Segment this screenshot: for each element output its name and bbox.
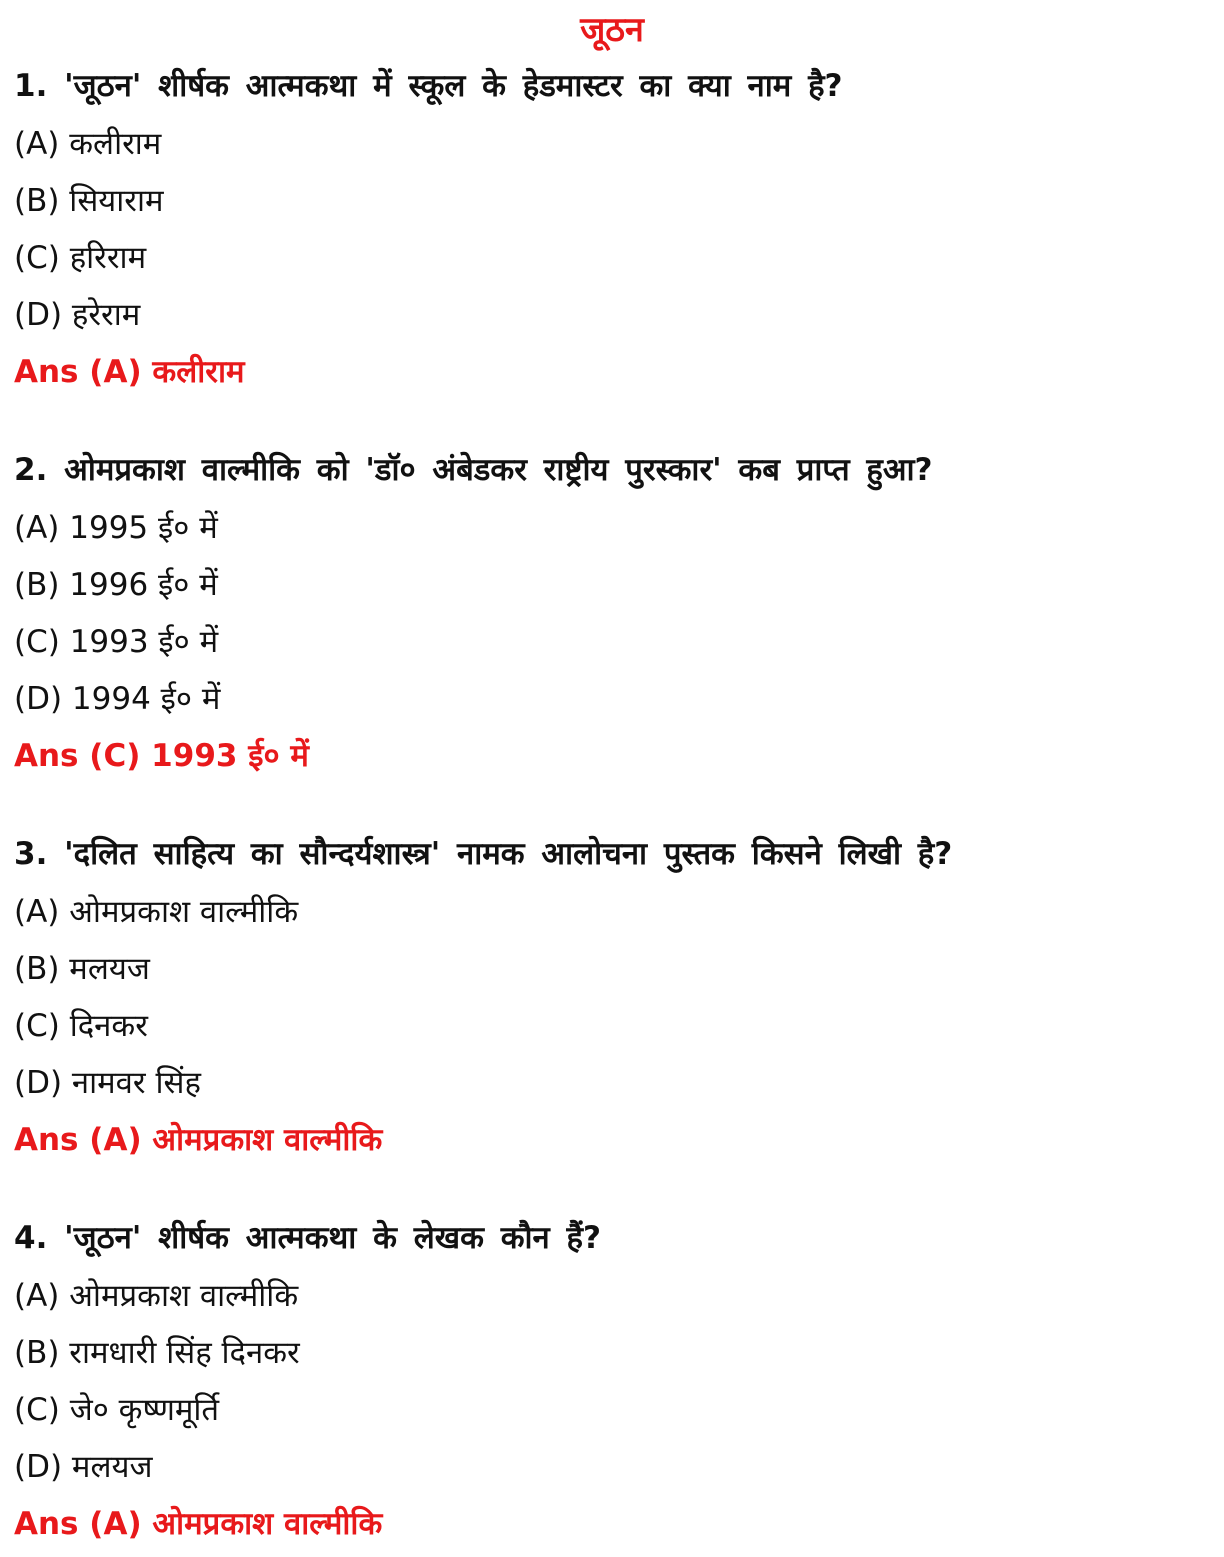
question-text: 1. 'जूठन' शीर्षक आत्मकथा में स्कूल के हेडमास्टर का क्या नाम है? xyxy=(14,68,843,104)
option-b: (B) 1996 ई० में xyxy=(14,567,218,603)
question-block-1 xyxy=(14,62,1214,405)
question-text: 2. ओमप्रकाश वाल्मीकि को 'डॉ० अंबेडकर राष्ट्रीय पुरस्कार' कब प्राप्त हुआ? xyxy=(14,452,933,488)
option-d: (D) 1994 ई० में xyxy=(14,681,221,717)
page-title: जूठन xyxy=(580,10,644,50)
question-block-4 xyxy=(14,1214,1214,1557)
question-text: 3. 'दलित साहित्य का सौन्दर्यशास्त्र' नामक आलोचना पुस्तक किसने लिखी है? xyxy=(14,836,953,872)
option-c: (C) 1993 ई० में xyxy=(14,624,219,660)
option-d: (D) मलयज xyxy=(14,1449,153,1485)
answer-text: Ans (A) ओमप्रकाश वाल्मीकि xyxy=(14,1122,383,1158)
option-a: (A) 1995 ई० में xyxy=(14,510,218,546)
answer-text: Ans (A) ओमप्रकाश वाल्मीकि xyxy=(14,1506,383,1542)
option-a: (A) ओमप्रकाश वाल्मीकि xyxy=(14,894,299,930)
question-block-2 xyxy=(14,446,1214,789)
answer-text: Ans (C) 1993 ई० में xyxy=(14,738,309,774)
question-block-3 xyxy=(14,830,1214,1173)
option-d: (D) हरेराम xyxy=(14,297,141,333)
option-c: (C) जे० कृष्णमूर्ति xyxy=(14,1392,220,1428)
question-text: 4. 'जूठन' शीर्षक आत्मकथा के लेखक कौन हैं? xyxy=(14,1220,601,1256)
option-c: (C) दिनकर xyxy=(14,1008,148,1044)
option-a: (A) ओमप्रकाश वाल्मीकि xyxy=(14,1278,299,1314)
answer-text: Ans (A) कलीराम xyxy=(14,354,245,390)
option-d: (D) नामवर सिंह xyxy=(14,1065,201,1101)
option-b: (B) रामधारी सिंह दिनकर xyxy=(14,1335,300,1371)
option-b: (B) मलयज xyxy=(14,951,150,987)
option-b: (B) सियाराम xyxy=(14,183,164,219)
option-a: (A) कलीराम xyxy=(14,126,162,162)
option-c: (C) हरिराम xyxy=(14,240,147,276)
